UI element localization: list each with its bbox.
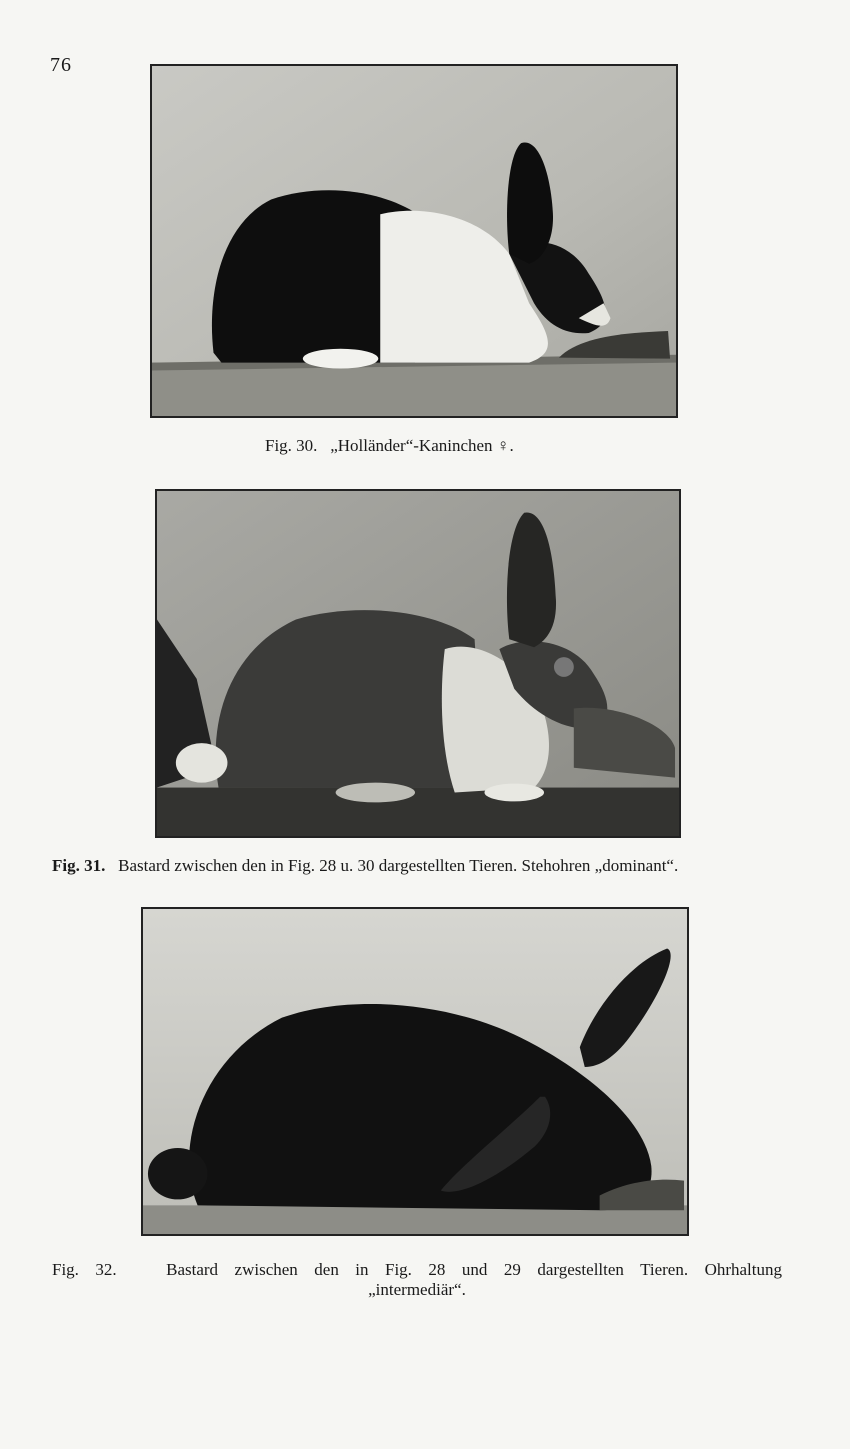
figure-31-label: Fig. 31. — [52, 856, 106, 875]
figure-30-caption — [265, 436, 514, 456]
figure-30-photo — [150, 64, 678, 418]
figure-30-label: Fig. 30. — [265, 436, 318, 455]
figure-32-caption-line1: Bastard zwischen den in Fig. 28 und 29 dargestellten Tieren. Ohrhaltung — [166, 1260, 783, 1279]
figure-32-label: Fig. 32. — [52, 1260, 117, 1279]
figure-32-caption — [52, 1260, 782, 1300]
figure-32-photo — [141, 907, 689, 1236]
figure-31-caption-text: Bastard zwischen den in Fig. 28 u. 30 dargestellten Tieren. Stehohren „dominant“. — [118, 856, 679, 875]
figure-31-photo — [155, 489, 681, 838]
figure-32-caption-line2: „intermediär“. — [368, 1280, 466, 1299]
figure-31-caption — [52, 856, 678, 876]
page-number: 76 — [50, 54, 72, 76]
figure-30-caption-text: „Holländer“-Kaninchen ♀. — [330, 436, 514, 455]
